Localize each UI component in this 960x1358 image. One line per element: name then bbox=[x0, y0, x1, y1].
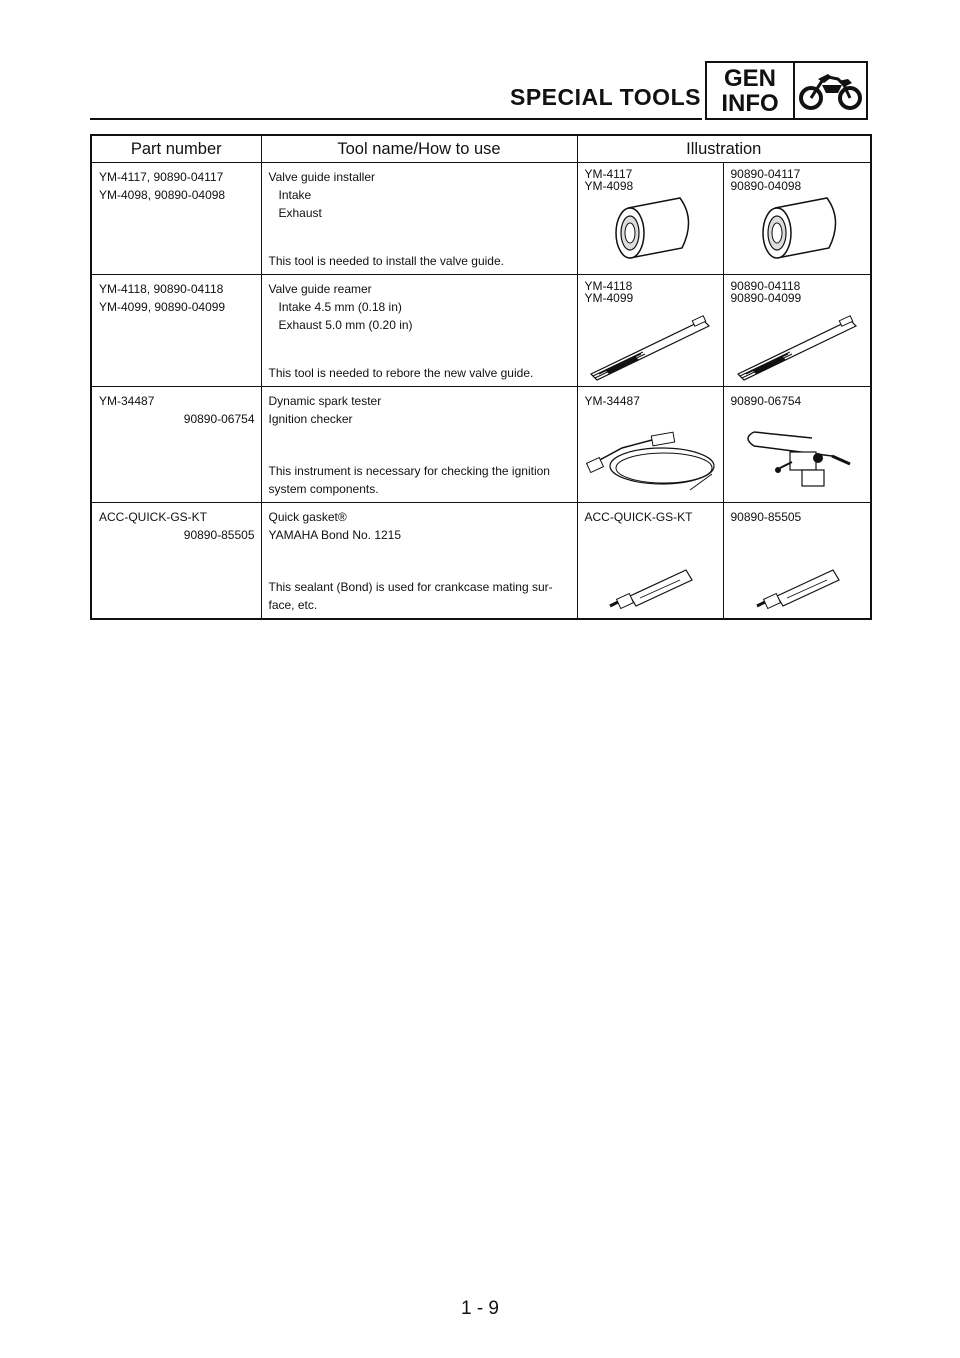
col-part-number: Part number bbox=[91, 135, 261, 163]
badge-line-info: INFO bbox=[721, 89, 779, 117]
tool-cell: Valve guide installer Intake Exhaust This tool is needed to install the valve guide. bbox=[261, 163, 577, 275]
illustration-left: YM-4118 YM-4099 bbox=[577, 275, 723, 387]
table-row bbox=[91, 503, 871, 620]
col-tool-name: Tool name/How to use bbox=[261, 135, 577, 163]
part-cell: YM-4117, 90890-04117 YM-4098, 90890-04098 bbox=[91, 163, 261, 275]
valve-guide-reamer-drawing bbox=[732, 312, 862, 382]
illustration-left: YM-4117 YM-4098 bbox=[577, 163, 723, 275]
tool-cell: Valve guide reamer Intake 4.5 mm (0.18 in) Exhaust 5.0 mm (0.20 in) This tool is needed to rebore the new valve guide. bbox=[261, 275, 577, 387]
tool-cell: Quick gasket® YAMAHA Bond No. 1215 This sealant (Bond) is used for crankcase mating sur- face, etc. bbox=[261, 503, 577, 620]
ignition-checker-drawing bbox=[732, 418, 862, 498]
table-row bbox=[91, 275, 871, 387]
illustration-right: 90890-85505 bbox=[723, 503, 871, 620]
table-row bbox=[91, 387, 871, 503]
part-cell: YM-34487 90890-06754 bbox=[91, 387, 261, 503]
table-row bbox=[91, 163, 871, 275]
col-illustration: Illustration bbox=[577, 135, 871, 163]
illustration-right: 90890-04118 90890-04099 bbox=[723, 275, 871, 387]
spark-tester-cable-drawing bbox=[582, 418, 718, 498]
valve-guide-installer-drawing bbox=[747, 190, 847, 270]
tool-cell: Dynamic spark tester Ignition checker This instrument is necessary for checking the ignition system components. bbox=[261, 387, 577, 503]
illustration-right: 90890-06754 bbox=[723, 387, 871, 503]
illustration-left: ACC-QUICK-GS-KT bbox=[577, 503, 723, 620]
illustration-left: YM-34487 bbox=[577, 387, 723, 503]
valve-guide-reamer-drawing bbox=[585, 312, 715, 382]
page-number: 1 - 9 bbox=[460, 1298, 500, 1319]
page-title: SPECIAL TOOLS bbox=[510, 84, 701, 110]
section-badge bbox=[705, 61, 868, 120]
header-rule bbox=[90, 118, 702, 120]
part-cell: ACC-QUICK-GS-KT 90890-85505 bbox=[91, 503, 261, 620]
badge-line-gen: GEN bbox=[723, 64, 776, 92]
valve-guide-installer-drawing bbox=[600, 190, 700, 270]
sealant-tube-drawing bbox=[600, 558, 700, 614]
part-cell: YM-4118, 90890-04118 YM-4099, 90890-04099 bbox=[91, 275, 261, 387]
illustration-right: 90890-04117 90890-04098 bbox=[723, 163, 871, 275]
sealant-tube-drawing bbox=[747, 558, 847, 614]
motorcycle-icon bbox=[798, 71, 864, 111]
special-tools-table bbox=[90, 134, 872, 620]
